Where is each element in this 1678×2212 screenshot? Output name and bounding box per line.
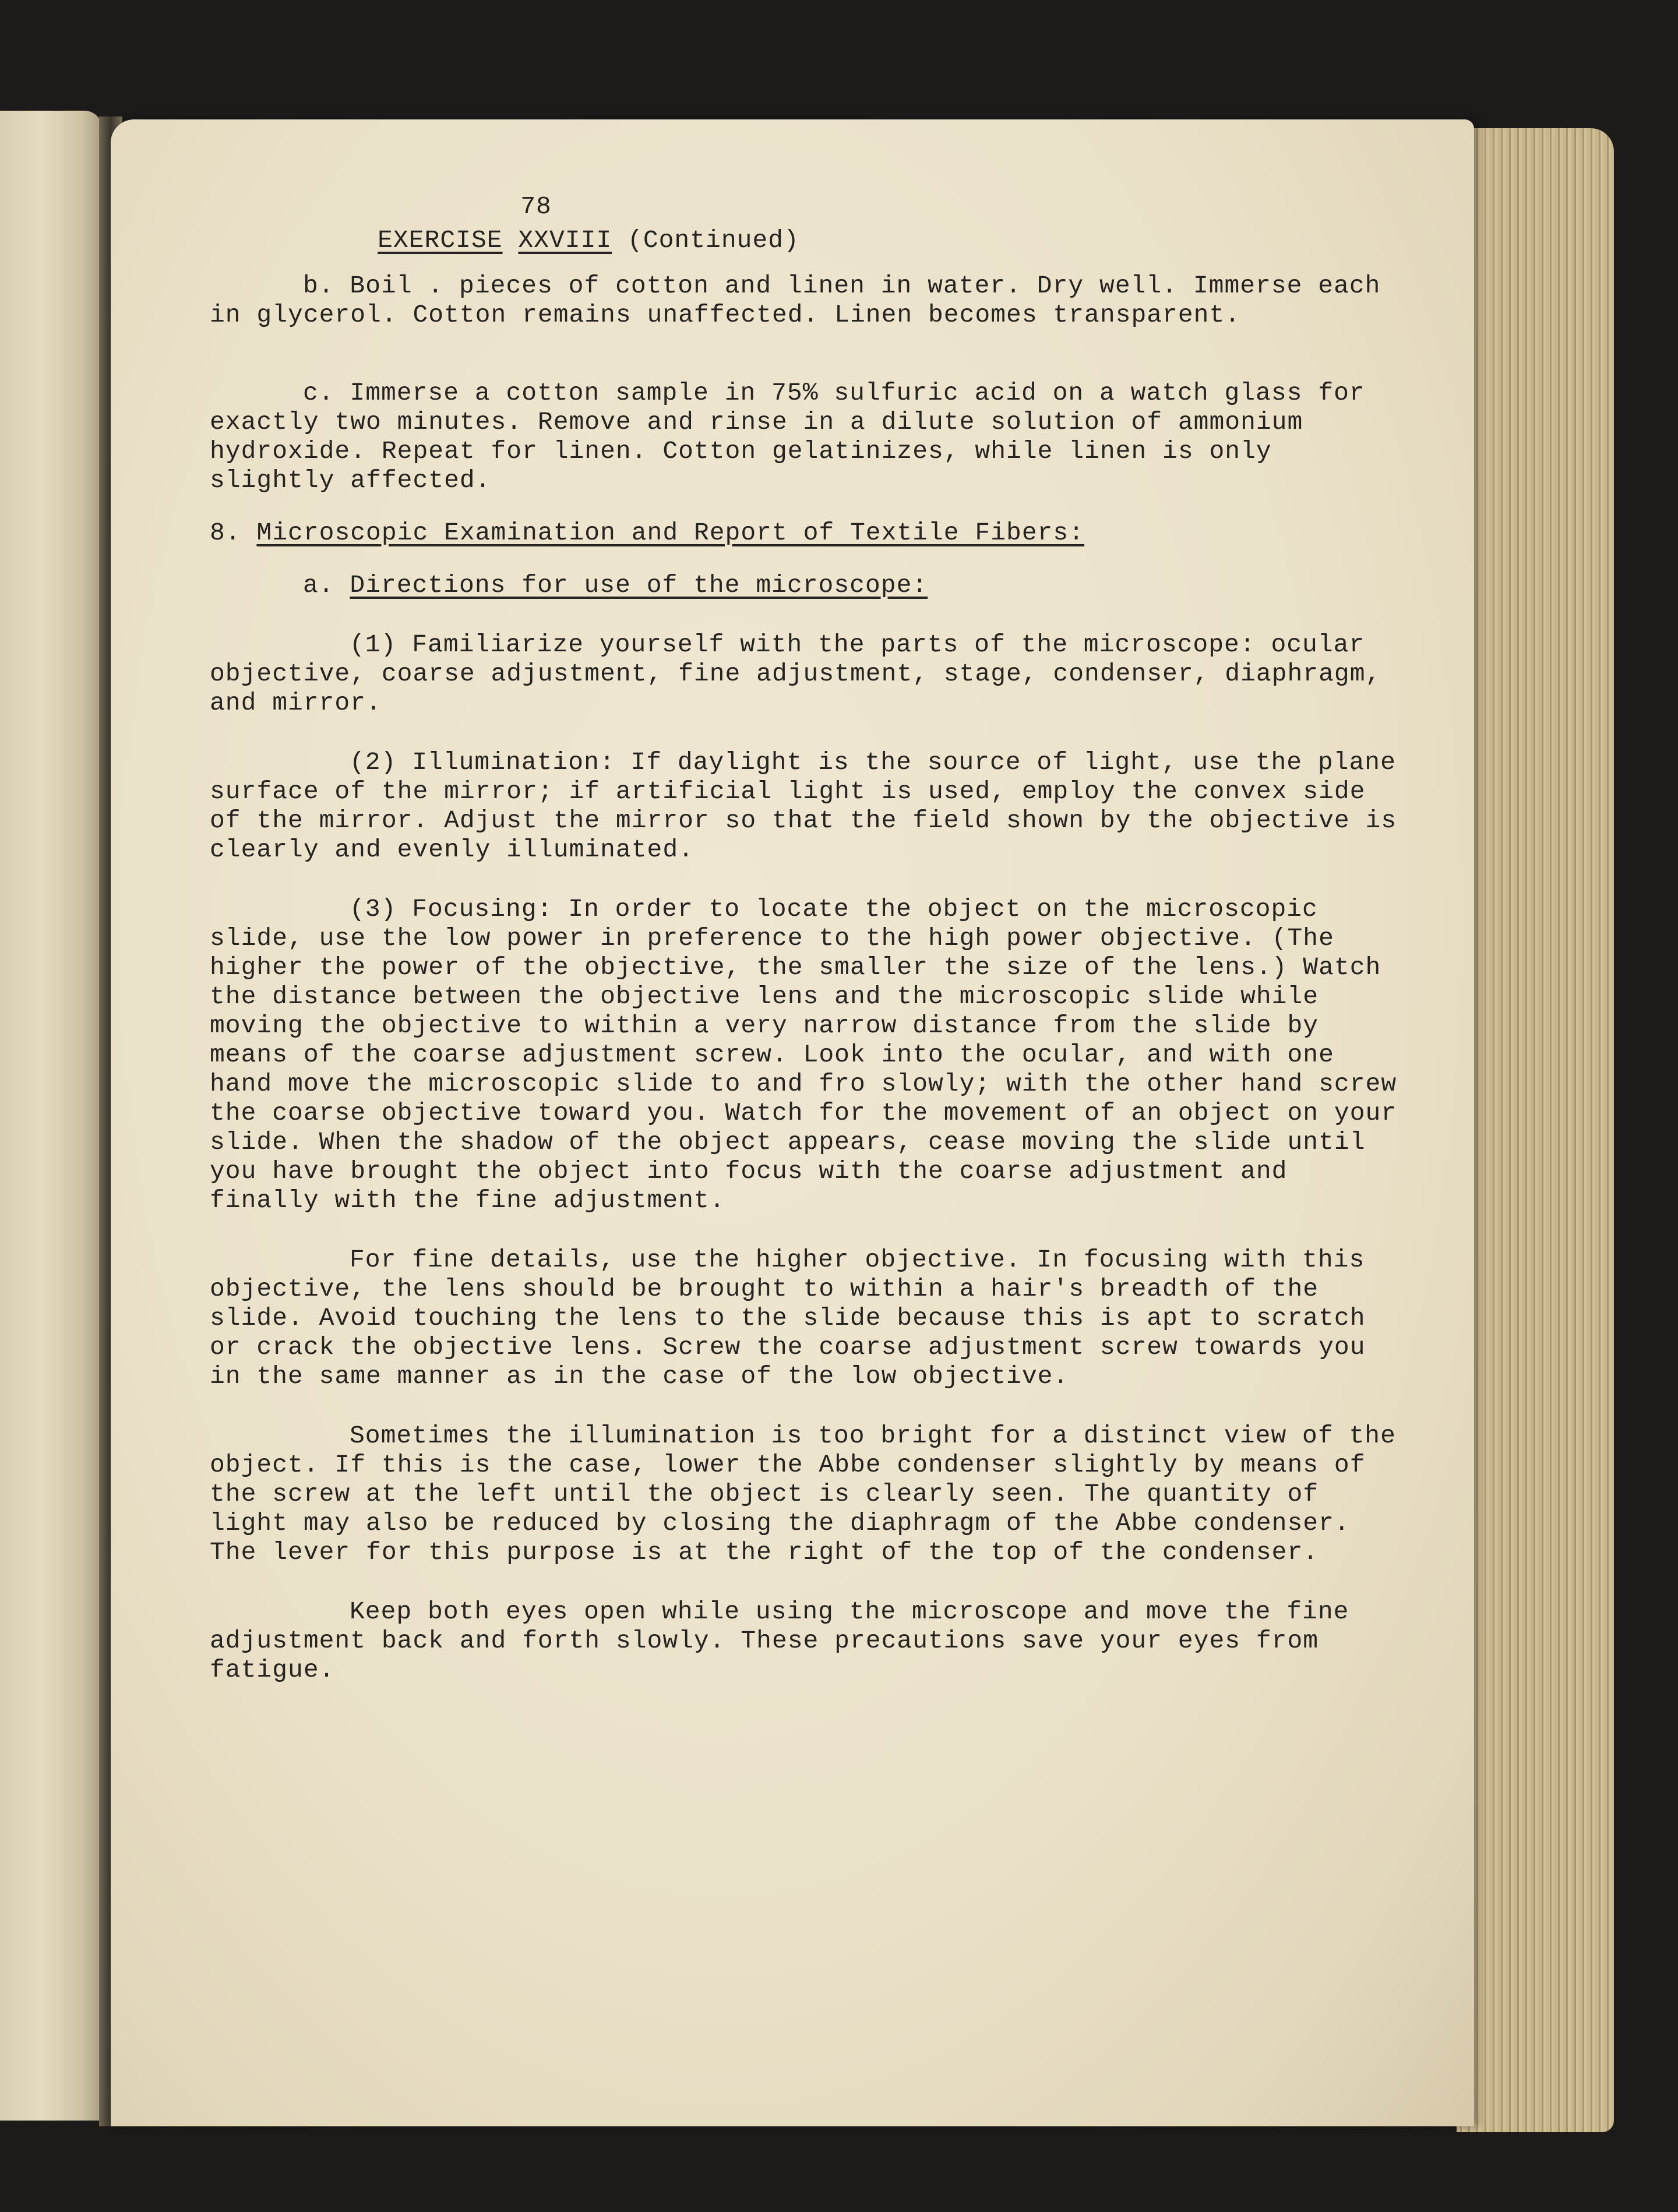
- section-8-title: Microscopic Examination and Report of Textile Fibers:: [256, 518, 1085, 547]
- step-2: (2) Illumination: If daylight is the source of light, use the plane surface of the mirror; if artificial light is used, employ the convex side of the mirror. Adjust the mirror so that the field shown by the objective is clearly and evenly illuminated.: [210, 748, 1397, 864]
- illumination-paragraph: Sometimes the illumination is too bright for a distinct view of the object. If this is the case, lower the Abbe condenser slightly by means of the screw at the left until the object is clearly seen. The quantity of light may also be reduced by closing the diaphragm of the Abbe condenser. The lever for this purpose is at the right of the top of the condenser.: [210, 1421, 1396, 1567]
- exercise-label: EXERCISE: [378, 226, 503, 255]
- exercise-number: XXVIII: [518, 226, 612, 255]
- section-8-number: 8.: [210, 518, 241, 547]
- section-8-heading: [210, 518, 1404, 548]
- page-number: 78: [520, 192, 552, 221]
- step-3: (3) Focusing: In order to locate the object on the microscopic slide, use the low power in preference to the high power objective. (The higher the power of the objective, the smaller the size of the lens.) Watch the distance between the objective lens and the microscopic slide while moving the objective to within a very narrow distance from the slide by means of the coarse adjustment screw. Look into the ocular, and with one hand move the microscopic slide to and fro slowly; with the other hand screw the coarse objective toward you. Watch for the movement of an object on your slide. When the shadow of the object appears, cease moving the slide until you have brought the object into focus with the coarse adjustment and finally with the fine adjustment.: [210, 895, 1397, 1215]
- step-1: (1) Familiarize yourself with the parts of the microscope: ocular objective, coarse adjustment, fine adjustment, stage, condenser, diaphragm, and mirror.: [210, 630, 1381, 717]
- exercise-title: [210, 226, 967, 255]
- page-stack-edge: [1457, 128, 1614, 2132]
- fine-details-paragraph: For fine details, use the higher objective. In focusing with this objective, the lens should be brought to within a hair's breadth of the slide. Avoid touching the lens to the slide because this is apt to scratch or crack the objective lens. Screw the coarse adjustment screw towards you in the same manner as in the case of the low objective.: [210, 1246, 1366, 1391]
- subsection-a-title: Directions for use of the microscope:: [350, 571, 928, 599]
- paragraph-c: c. Immerse a cotton sample in 75% sulfuric acid on a watch glass for exactly two minutes. Remove and rinse in a dilute solution of ammonium hydroxide. Repeat for linen. Cotton gelatinizes, while linen is only slightly affected.: [210, 379, 1365, 495]
- facing-page-edge: [0, 111, 102, 2121]
- paragraph-b: b. Boil . pieces of cotton and linen in water. Dry well. Immerse each in glycerol. Cotton remains unaffected. Linen becomes transparent.: [210, 271, 1381, 329]
- subsection-a-label: a.: [303, 571, 334, 599]
- page-text: [210, 192, 1404, 1685]
- eyes-open-paragraph: Keep both eyes open while using the microscope and move the fine adjustment back and forth slowly. These precautions save your eyes from fatigue.: [210, 1597, 1349, 1684]
- exercise-note: (Continued): [628, 226, 799, 255]
- subsection-a-heading: [303, 571, 1404, 600]
